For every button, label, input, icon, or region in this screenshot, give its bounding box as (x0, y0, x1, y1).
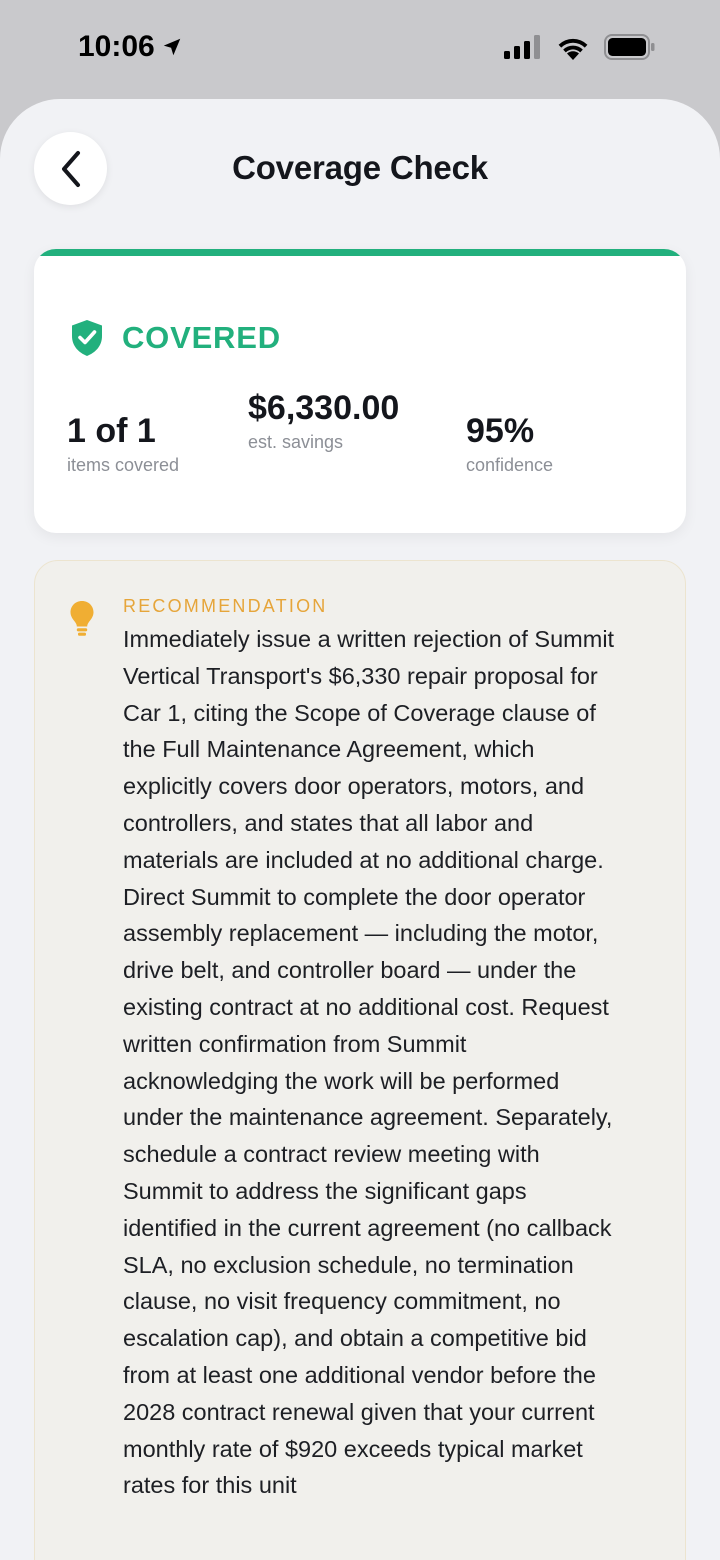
coverage-status (70, 319, 281, 357)
status-label: COVERED (122, 320, 281, 355)
lightbulb-icon (69, 600, 95, 638)
stat-label: items covered (67, 455, 180, 475)
stat-label: confidence (466, 455, 554, 475)
stat-estimated-savings (248, 386, 428, 453)
clock-text: 10:06 (78, 30, 155, 63)
status-indicators (504, 34, 656, 60)
location-arrow-icon (161, 36, 183, 58)
stat-value: $6,330.00 (248, 389, 400, 427)
coverage-summary-card (34, 249, 686, 533)
page-title: Coverage Check (232, 149, 488, 186)
status-bar (0, 0, 720, 100)
recommendation-card (34, 560, 686, 1560)
wifi-icon (556, 34, 590, 60)
stat-label: est. savings (248, 432, 344, 452)
stat-items-covered (67, 409, 179, 476)
stat-confidence (466, 409, 553, 476)
recommendation-text: Immediately issue a written rejection of Summit Vertical Transport's $6,330 repair proposal for Car 1, citing the Scope of Coverage clause of the Full Maintenance Agreement, which explicitly covers door operators, motors, and controllers, and states that all labor and materials are included at no additional charge. Direct Summit to complete the door operator assembly replacement — including the motor, drive belt, and controller board — under the existing contract at no additional cost. Request written confirmation from Summit acknowledging the work will be performed under the maintenance agreement. Separately, schedule a contract review meeting with Summit to address the significant gaps identified in the current agreement (no callback SLA, no exclusion schedule, no termination clause, no visit frequency commitment, no escalation cap), and obtain a competitive bid from at least one additional vendor before the 2028 contract renewal given that your current monthly rate of $920 exceeds typical market rates for this unit (123, 626, 615, 1499)
battery-icon (604, 34, 656, 60)
coverage-sheet (0, 99, 720, 1560)
card-accent-bar (34, 249, 686, 256)
recommendation-label: RECOMMENDATION (123, 596, 328, 616)
stat-value: 1 of 1 (67, 412, 156, 450)
cellular-signal-icon (504, 35, 542, 59)
shield-check-icon (70, 319, 104, 357)
stat-value: 95% (466, 412, 535, 450)
status-time (78, 30, 183, 64)
